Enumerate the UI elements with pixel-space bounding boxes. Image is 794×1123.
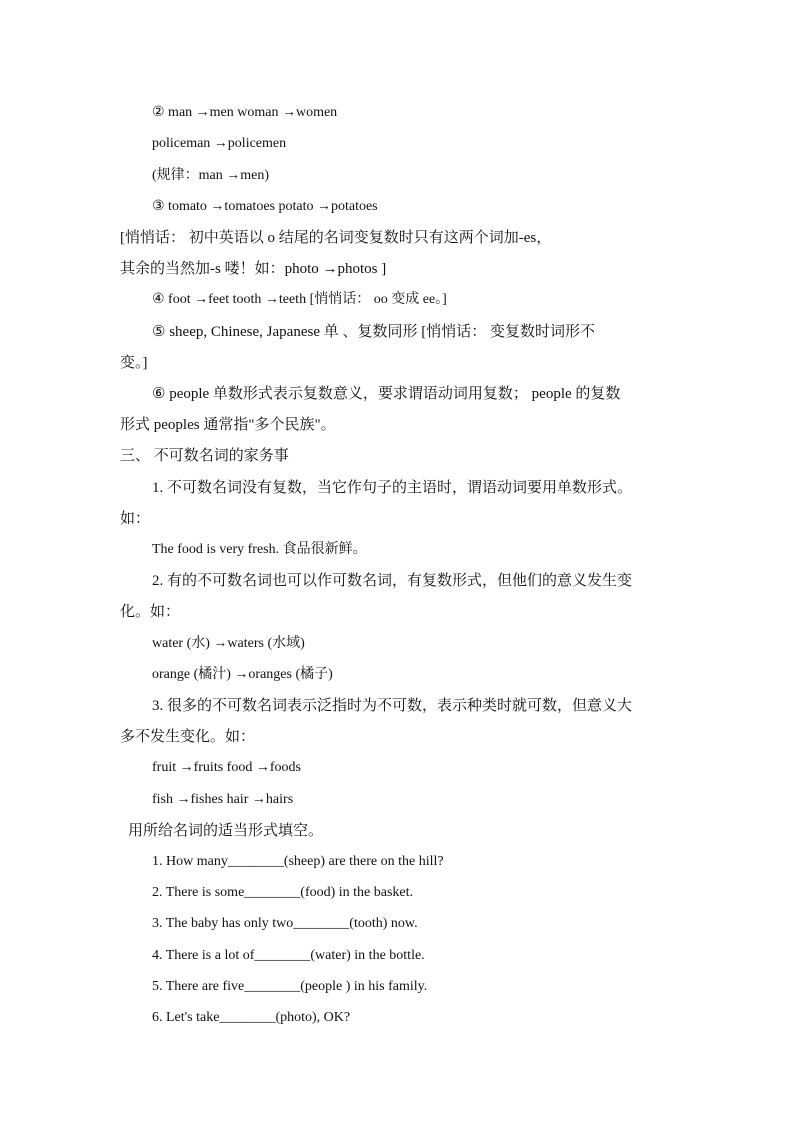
text-line: 形式 peoples 通常指"多个民族"。 [120,417,336,433]
text-line: 1. 不可数名词没有复数，当它作句子的主语时，谓语动词要用单数形式。 [152,480,633,496]
exercise-item: 2. There is some________(food) in the basket. [152,885,414,900]
text-line: policeman →policemen [152,136,287,151]
text-line: 2. 有的不可数名词也可以作可数名词，有复数形式，但他们的意义发生变 [152,573,633,589]
text-line: water (水) →waters (水域) [152,636,305,651]
text-line: 化。如： [120,604,181,620]
exercise-item: 3. The baby has only two________(tooth) now. [152,916,418,931]
text-line: ⑤ sheep, Chinese, Japanese 单 、复数同形 [悄悄话： 变复数时词形不 [152,324,595,340]
text-line: orange (橘汁) →oranges (橘子) [152,667,333,682]
text-line: ③ tomato →tomatoes potato →potatoes [152,199,378,214]
exercise-item: 1. How many________(sheep) are there on the hill? [152,854,444,869]
text-line: ④ foot →feet tooth →teeth [悄悄话： oo 变成 ee。] [152,292,447,307]
section-heading: 三、 不可数名词的家务事 [120,448,289,464]
exercise-item: 6. Let's take________(photo), OK? [152,1010,351,1025]
text-line: [悄悄话： 初中英语以 o 结尾的名词变复数时只有这两个词加-es， [120,230,552,246]
text-line: 其余的当然加-s 喽！如：photo →photos ] [120,261,387,277]
text-line: ⑥ people 单数形式表示复数意义，要求谓语动词用复数； people 的复数 [152,386,621,402]
exercise-instruction: 用所给名词的适当形式填空。 [128,823,324,839]
text-line: 3. 很多的不可数名词表示泛指时为不可数，表示种类时就可数，但意义大 [152,698,633,714]
exercise-item: 4. There is a lot of________(water) in the bottle. [152,948,425,963]
text-line: The food is very fresh. 食品很新鲜。 [152,542,367,557]
text-line: 多不发生变化。如： [120,729,256,745]
text-line: fruit →fruits food →foods [152,760,301,775]
text-line: (规律：man →men) [152,168,270,183]
text-line: 如： [120,511,151,527]
text-line: ② man →men woman →women [152,105,338,120]
text-line: fish →fishes hair →hairs [152,792,294,807]
text-line: 变。] [120,355,148,371]
exercise-item: 5. There are five________(people ) in his family. [152,979,428,994]
